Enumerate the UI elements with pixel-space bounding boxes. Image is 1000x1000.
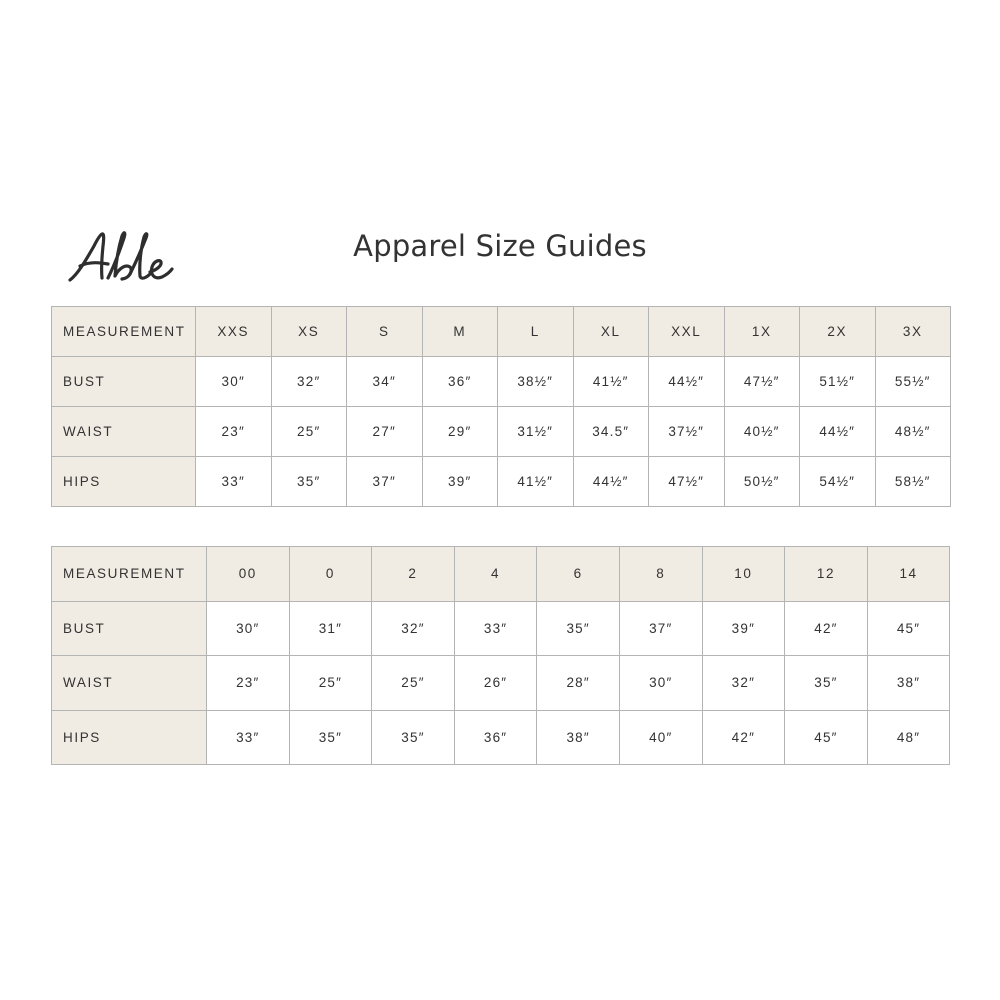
- table-cell: 25″: [372, 656, 455, 711]
- table-row: [52, 710, 950, 765]
- measurement-header: MEASUREMENT: [52, 547, 207, 602]
- table-cell: 50½″: [724, 457, 800, 507]
- size-header: 2X: [800, 307, 876, 357]
- table-cell: 35″: [271, 457, 347, 507]
- table-cell: 37½″: [649, 407, 725, 457]
- table-row: [52, 357, 951, 407]
- table-cell: 31½″: [498, 407, 574, 457]
- size-header: 6: [537, 547, 620, 602]
- table-cell: 47½″: [724, 357, 800, 407]
- table-cell: 32″: [271, 357, 347, 407]
- table-cell: 39″: [702, 601, 785, 656]
- table-cell: 30″: [207, 601, 290, 656]
- table-cell: 42″: [785, 601, 868, 656]
- table-cell: 35″: [372, 710, 455, 765]
- table-cell: 51½″: [800, 357, 876, 407]
- table-row: [52, 407, 951, 457]
- table-cell: 28″: [537, 656, 620, 711]
- table-cell: 23″: [196, 407, 272, 457]
- table-cell: 48½″: [875, 407, 951, 457]
- table-cell: 55½″: [875, 357, 951, 407]
- table-cell: 29″: [422, 407, 498, 457]
- size-header: XXS: [196, 307, 272, 357]
- table-row: [52, 601, 950, 656]
- page-title: [0, 229, 1000, 263]
- table-cell: 32″: [702, 656, 785, 711]
- table-cell: 44½″: [649, 357, 725, 407]
- size-header: 12: [785, 547, 868, 602]
- measurement-header: MEASUREMENT: [52, 307, 196, 357]
- table-cell: 45″: [785, 710, 868, 765]
- table-cell: 33″: [196, 457, 272, 507]
- table-header-row: [52, 547, 950, 602]
- table-header-row: [52, 307, 951, 357]
- row-label-waist: WAIST: [52, 407, 196, 457]
- table-cell: 42″: [702, 710, 785, 765]
- size-header: 4: [454, 547, 537, 602]
- table-cell: 48″: [867, 710, 950, 765]
- table-cell: 44½″: [800, 407, 876, 457]
- table-cell: 23″: [207, 656, 290, 711]
- table-cell: 33″: [207, 710, 290, 765]
- table-cell: 33″: [454, 601, 537, 656]
- size-header: L: [498, 307, 574, 357]
- table-cell: 35″: [289, 710, 372, 765]
- table-cell: 30″: [619, 656, 702, 711]
- size-header: XS: [271, 307, 347, 357]
- table-cell: 58½″: [875, 457, 951, 507]
- table-cell: 25″: [289, 656, 372, 711]
- letter-size-table: [51, 306, 951, 507]
- table-cell: 40″: [619, 710, 702, 765]
- row-label-bust: BUST: [52, 601, 207, 656]
- table-cell: 32″: [372, 601, 455, 656]
- table-cell: 38″: [867, 656, 950, 711]
- table-cell: 41½″: [573, 357, 649, 407]
- table-cell: 35″: [537, 601, 620, 656]
- page-title-text: Apparel Size Guides: [353, 229, 647, 263]
- table-cell: 38″: [537, 710, 620, 765]
- size-header: 0: [289, 547, 372, 602]
- table-cell: 35″: [785, 656, 868, 711]
- table-cell: 36″: [422, 357, 498, 407]
- table-cell: 38½″: [498, 357, 574, 407]
- table-cell: 44½″: [573, 457, 649, 507]
- size-header: M: [422, 307, 498, 357]
- table-cell: 25″: [271, 407, 347, 457]
- row-label-hips: HIPS: [52, 710, 207, 765]
- numeric-size-table: [51, 546, 950, 765]
- table-cell: 27″: [347, 407, 423, 457]
- table-cell: 30″: [196, 357, 272, 407]
- table-cell: 39″: [422, 457, 498, 507]
- table-cell: 37″: [619, 601, 702, 656]
- table-cell: 36″: [454, 710, 537, 765]
- table-cell: 45″: [867, 601, 950, 656]
- size-header: 3X: [875, 307, 951, 357]
- row-label-waist: WAIST: [52, 656, 207, 711]
- table-cell: 47½″: [649, 457, 725, 507]
- size-header: XXL: [649, 307, 725, 357]
- row-label-bust: BUST: [52, 357, 196, 407]
- table-cell: 37″: [347, 457, 423, 507]
- row-label-hips: HIPS: [52, 457, 196, 507]
- table-row: [52, 457, 951, 507]
- table-cell: 41½″: [498, 457, 574, 507]
- table-row: [52, 656, 950, 711]
- table-cell: 31″: [289, 601, 372, 656]
- size-header: 14: [867, 547, 950, 602]
- table-cell: 26″: [454, 656, 537, 711]
- table-cell: 34″: [347, 357, 423, 407]
- size-header: 1X: [724, 307, 800, 357]
- table-cell: 34.5″: [573, 407, 649, 457]
- size-header: 00: [207, 547, 290, 602]
- table-cell: 54½″: [800, 457, 876, 507]
- size-header: S: [347, 307, 423, 357]
- size-header: 10: [702, 547, 785, 602]
- table-cell: 40½″: [724, 407, 800, 457]
- size-header: XL: [573, 307, 649, 357]
- size-header: 8: [619, 547, 702, 602]
- size-header: 2: [372, 547, 455, 602]
